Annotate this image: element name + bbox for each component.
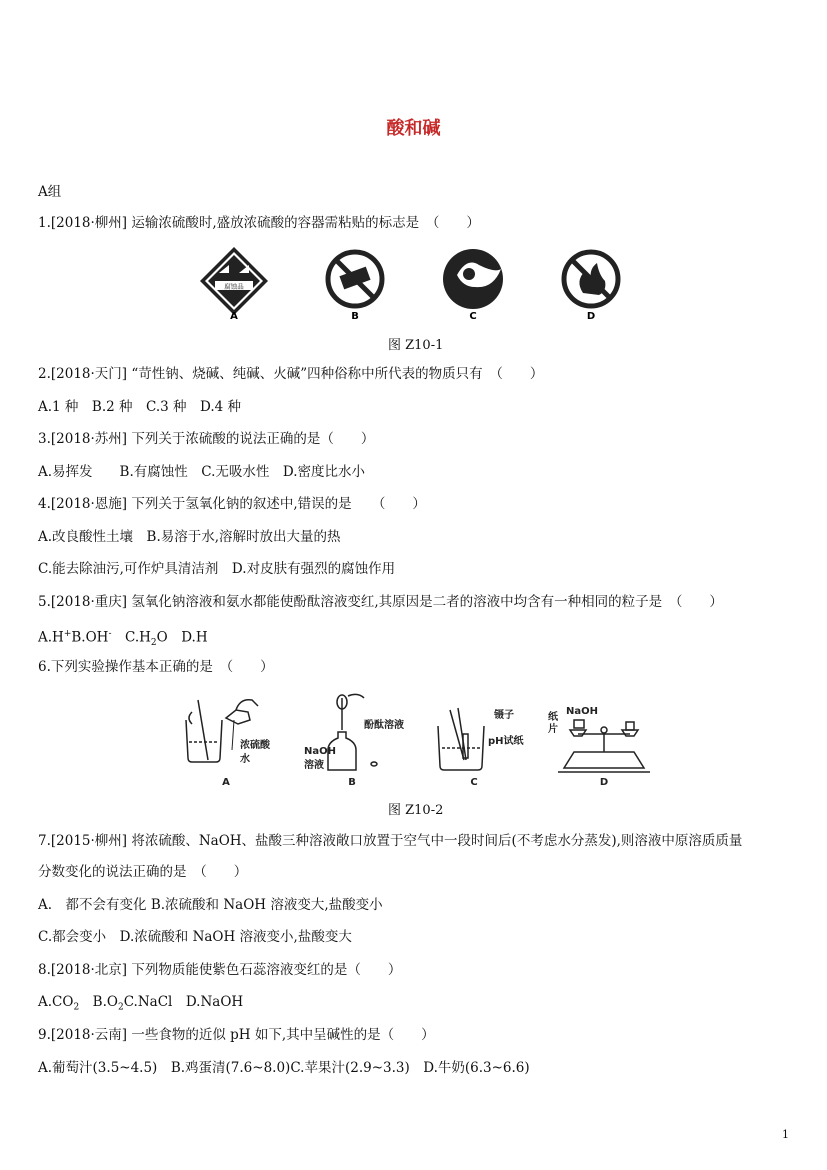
balance-scale-icon (558, 720, 650, 772)
fig2-letter-a: A (222, 777, 230, 788)
question-5: 5.[2018·重庆] 氢氧化钠溶液和氨水都能使酚酞溶液变红,其原因是二者的溶液中均含有一种相同的粒子是 （ ） (38, 594, 723, 610)
label-naoh-solution-1: NaOH (304, 746, 336, 757)
sign-letter-d: D (586, 311, 596, 322)
question-3: 3.[2018·苏州] 下列关于浓硫酸的说法正确的是（ ） (38, 431, 375, 447)
page-number: 1 (782, 1128, 789, 1141)
question-7-line-1: 7.[2015·柳州] 将浓硫酸、NaOH、盐酸三种溶液敞口放置于空气中一段时间后(不考虑水分蒸发),则溶液中原溶质质量 (38, 833, 743, 849)
question-4-options-2: C.能去除油污,可作炉具清洁剂 D.对皮肤有强烈的腐蚀作用 (38, 561, 396, 577)
label-phenolphthalein: 酚酞溶液 (364, 720, 404, 731)
question-2-options: A.1 种 B.2 种 C.3 种 D.4 种 (38, 399, 242, 415)
q5-opt-b: B.OH (71, 629, 109, 646)
q8-opt-a: A.CO (38, 994, 74, 1010)
label-naoh-balance: NaOH (566, 706, 598, 717)
label-naoh-solution-2: 溶液 (304, 760, 324, 771)
sign-letter-a: A (230, 311, 238, 322)
label-concentrated-acid: 浓硫酸 (240, 740, 270, 751)
label-ph-paper: pH试纸 (488, 736, 524, 747)
question-8-options (38, 992, 243, 1018)
q5-opt-b-sup: - (108, 629, 112, 639)
flammable-liquid-sign-icon (443, 249, 503, 309)
question-6: 6.下列实验操作基本正确的是 （ ） (38, 659, 274, 675)
no-smoking-sign-icon (328, 252, 382, 306)
sign-a-label: 腐蚀品 (224, 282, 244, 291)
beaker-stirring-icon (186, 700, 258, 762)
q5-opt-a: A.H (38, 629, 64, 646)
q5-opt-c-sub: 2 (150, 638, 157, 649)
q8-opt-cd: C.NaCl D.NaOH (123, 994, 244, 1010)
question-5-options (38, 624, 208, 653)
question-4-options-1: A.改良酸性土壤 B.易溶于水,溶解时放出大量的热 (38, 529, 341, 545)
q5-opt-c: C.H (124, 629, 151, 646)
q8-opt-b-sub: 2 (117, 1002, 124, 1013)
q5-opt-d: D.H (181, 629, 208, 646)
question-8: 8.[2018·北京] 下列物质能使紫色石蕊溶液变红的是（ ） (38, 962, 402, 978)
label-water: 水 (240, 754, 250, 765)
question-1: 1.[2018·柳州] 运输浓硫酸时,盛放浓硫酸的容器需粘贴的标志是 （ ） (38, 215, 480, 231)
label-tweezers: 镊子 (494, 710, 514, 721)
beaker-ph-paper-icon (438, 708, 484, 770)
q5-opt-a-sup: + (63, 629, 72, 639)
fig2-letter-c: C (470, 777, 478, 788)
sign-letter-b: B (351, 311, 359, 322)
question-7-line-2: 分数变化的说法正确的是 （ ） (38, 864, 248, 880)
fig2-letter-b: B (348, 777, 356, 788)
question-9-options: A.葡萄汁(3.5~4.5) B.鸡蛋清(7.6~8.0)C.苹果汁(2.9~3.3) D.牛奶(6.3~6.6) (38, 1060, 530, 1076)
corrosive-sign-icon (200, 247, 268, 315)
question-2: 2.[2018·天门] “苛性钠、烧碱、纯碱、火碱”四种俗称中所代表的物质只有 （ ） (38, 366, 544, 382)
question-9: 9.[2018·云南] 一些食物的近似 pH 如下,其中呈碱性的是（ ） (38, 1027, 435, 1043)
figure-z10-1 (195, 243, 635, 327)
question-7-options-1: A. 都不会有变化 B.浓硫酸和 NaOH 溶液变大,盐酸变小 (38, 897, 383, 913)
question-7-options-2: C.都会变小 D.浓硫酸和 NaOH 溶液变小,盐酸变大 (38, 929, 352, 945)
figure-z10-2 (178, 690, 678, 790)
page-title: 酸和碱 (386, 118, 441, 139)
figure-caption-1: 图 Z10-1 (388, 338, 444, 353)
sign-letter-c: C (469, 311, 477, 322)
q5-opt-c-end: O (156, 629, 168, 646)
q8-opt-b: B.O (79, 994, 118, 1010)
question-3-options: A.易挥发 B.有腐蚀性 C.无吸水性 D.密度比水小 (38, 464, 366, 480)
label-paper-1: 纸 (548, 712, 558, 723)
question-4: 4.[2018·恩施] 下列关于氢氧化钠的叙述中,错误的是 （ ） (38, 496, 426, 512)
dropper-bottle-icon (328, 694, 377, 770)
figure-caption-2: 图 Z10-2 (388, 803, 444, 818)
group-heading: A组 (38, 184, 62, 200)
fig2-letter-d: D (599, 777, 609, 788)
q8-opt-a-sub: 2 (73, 1002, 80, 1013)
no-fire-sign-icon (564, 252, 618, 306)
label-paper-2: 片 (548, 724, 558, 735)
